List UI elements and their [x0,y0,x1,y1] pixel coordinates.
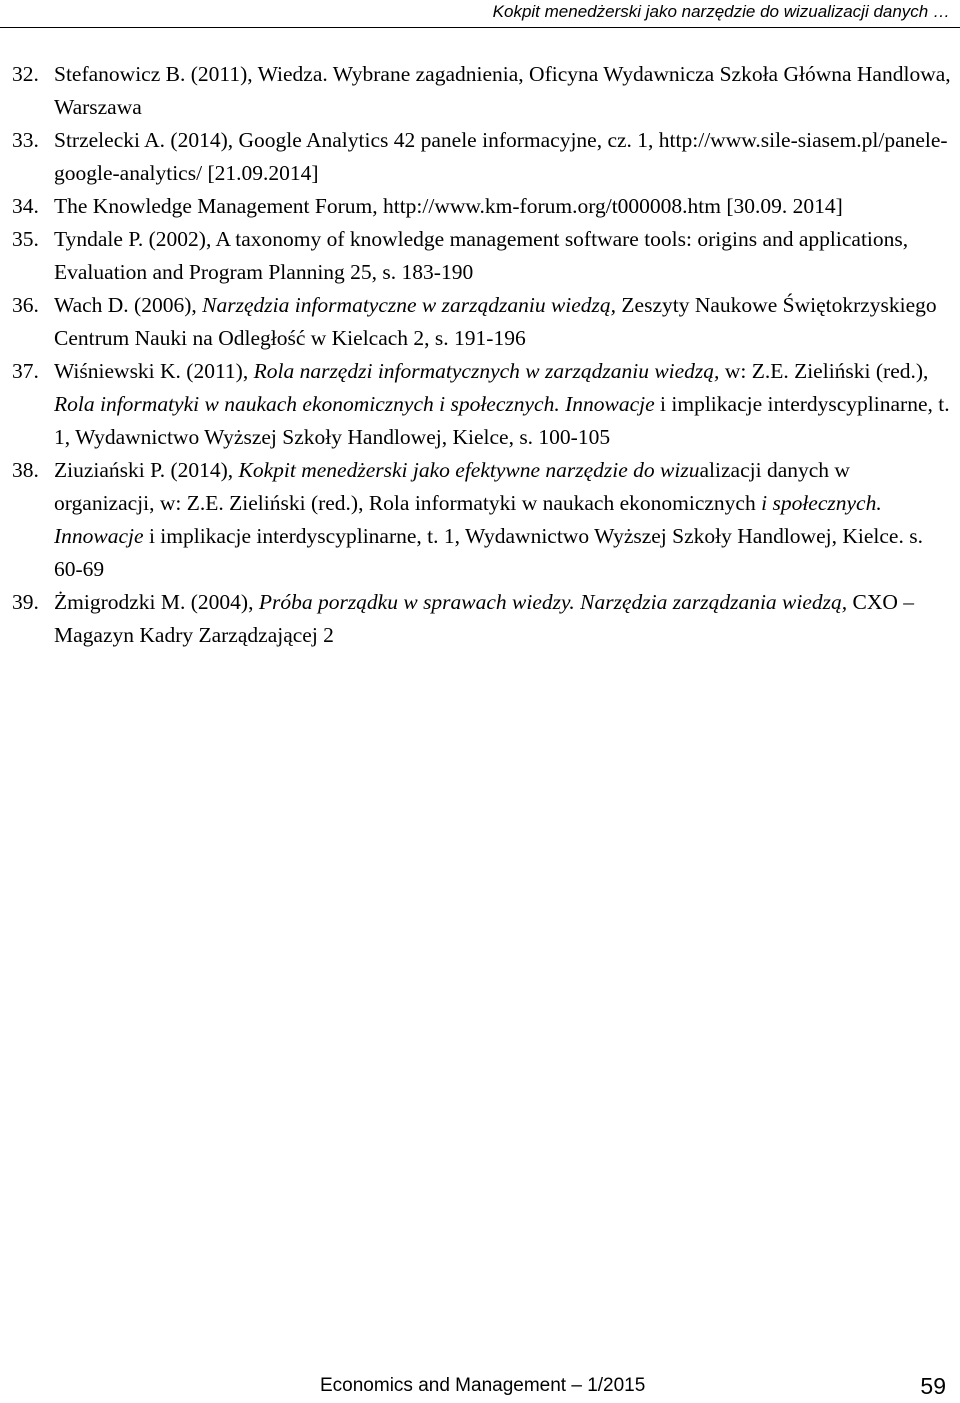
reference-list [12,58,952,652]
reference-text-part: Wiśniewski K. (2011), [54,359,254,383]
reference-number: 38. [12,458,39,482]
reference-text-part: CXO – Magazyn Kadry Zarządzającej 2 [54,590,915,647]
reference-text-part: w: Z.E. Zieliński (red.), [719,359,929,383]
reference-number: 39. [12,590,39,614]
reference-item [12,124,952,190]
reference-title-italic: i społecznych. Innowacje [54,491,882,548]
reference-text-part: i implikacje interdyscyplinarne, t. 1, Wydawnictwo Wyższej Szkoły Handlowej, Kielce. s. 60-69 [54,524,923,581]
footer-journal: Economics and Management – 1/2015 [320,1375,646,1396]
reference-item [12,223,952,289]
reference-text [54,124,952,190]
reference-title-italic: Narzędzia informatyczne w zarządzaniu wiedzą, [202,293,617,317]
reference-text [54,586,952,652]
header-divider [0,27,960,28]
reference-text [54,355,952,454]
reference-text [54,223,952,289]
reference-text-part: Tyndale P. (2002), A taxonomy of knowledge management software tools: origins and applications, Evaluation and Program Planning 25, s. 183-190 [54,227,909,284]
reference-text-part: Ziuziański P. (2014), [54,458,239,482]
reference-text-part: Stefanowicz B. (2011), Wiedza. Wybrane zagadnienia, Oficyna Wydawnicza Szkoła Główna Handlowa, Warszawa [54,62,951,119]
reference-number: 37. [12,359,39,383]
reference-title-italic: Próba porządku w sprawach wiedzy. Narzędzia zarządzania wiedzą, [258,590,848,614]
reference-number: 34. [12,194,39,218]
reference-item [12,586,952,652]
reference-text-part: Wach D. (2006), [54,293,203,317]
reference-text [54,190,952,223]
reference-title-italic: Kokpit menedżerski jako efektywne narzędzie do wizu [238,458,700,482]
running-title: Kokpit menedżerski jako narzędzie do wizualizacji danych … [492,2,950,21]
reference-number: 36. [12,293,39,317]
reference-item [12,355,952,454]
reference-title-italic: Rola informatyki w naukach ekonomicznych i społecznych. Innowacje [54,392,655,416]
reference-number: 35. [12,227,39,251]
reference-text-part: Zeszyty Naukowe Świętokrzyskiego Centrum Nauki na Odległość w Kielcach 2, s. 191-196 [54,293,937,350]
reference-text [54,454,952,586]
reference-text-part: Żmigrodzki M. (2004), [54,590,259,614]
page-number: 59 [920,1373,946,1399]
reference-text-part: Strzelecki A. (2014), Google Analytics 42 panele informacyjne, cz. 1, http://www.sile-siasem.pl/panele-google-analytics/ [21.09.2014] [54,128,948,185]
reference-text [54,289,952,355]
reference-text-part: The Knowledge Management Forum, http://www.km-forum.org/t000008.htm [30.09. 2014] [54,194,843,218]
reference-item [12,454,952,586]
reference-text-part: i implikacje interdyscyplinarne, t. 1, Wydawnictwo Wyższej Szkoły Handlowej, Kielce, s. 100-105 [54,392,950,449]
reference-title-italic: Rola narzędzi informatycznych w zarządzaniu wiedzą, [253,359,720,383]
reference-item [12,289,952,355]
reference-item [12,190,952,223]
reference-number: 33. [12,128,39,152]
reference-number: 32. [12,62,39,86]
running-header [0,0,960,26]
reference-text-part: alizacji danych w organizacji, w: Z.E. Zieliński (red.), Rola informatyki w naukach ekonomicznych [54,458,850,515]
reference-text [54,58,952,124]
reference-item [12,58,952,124]
